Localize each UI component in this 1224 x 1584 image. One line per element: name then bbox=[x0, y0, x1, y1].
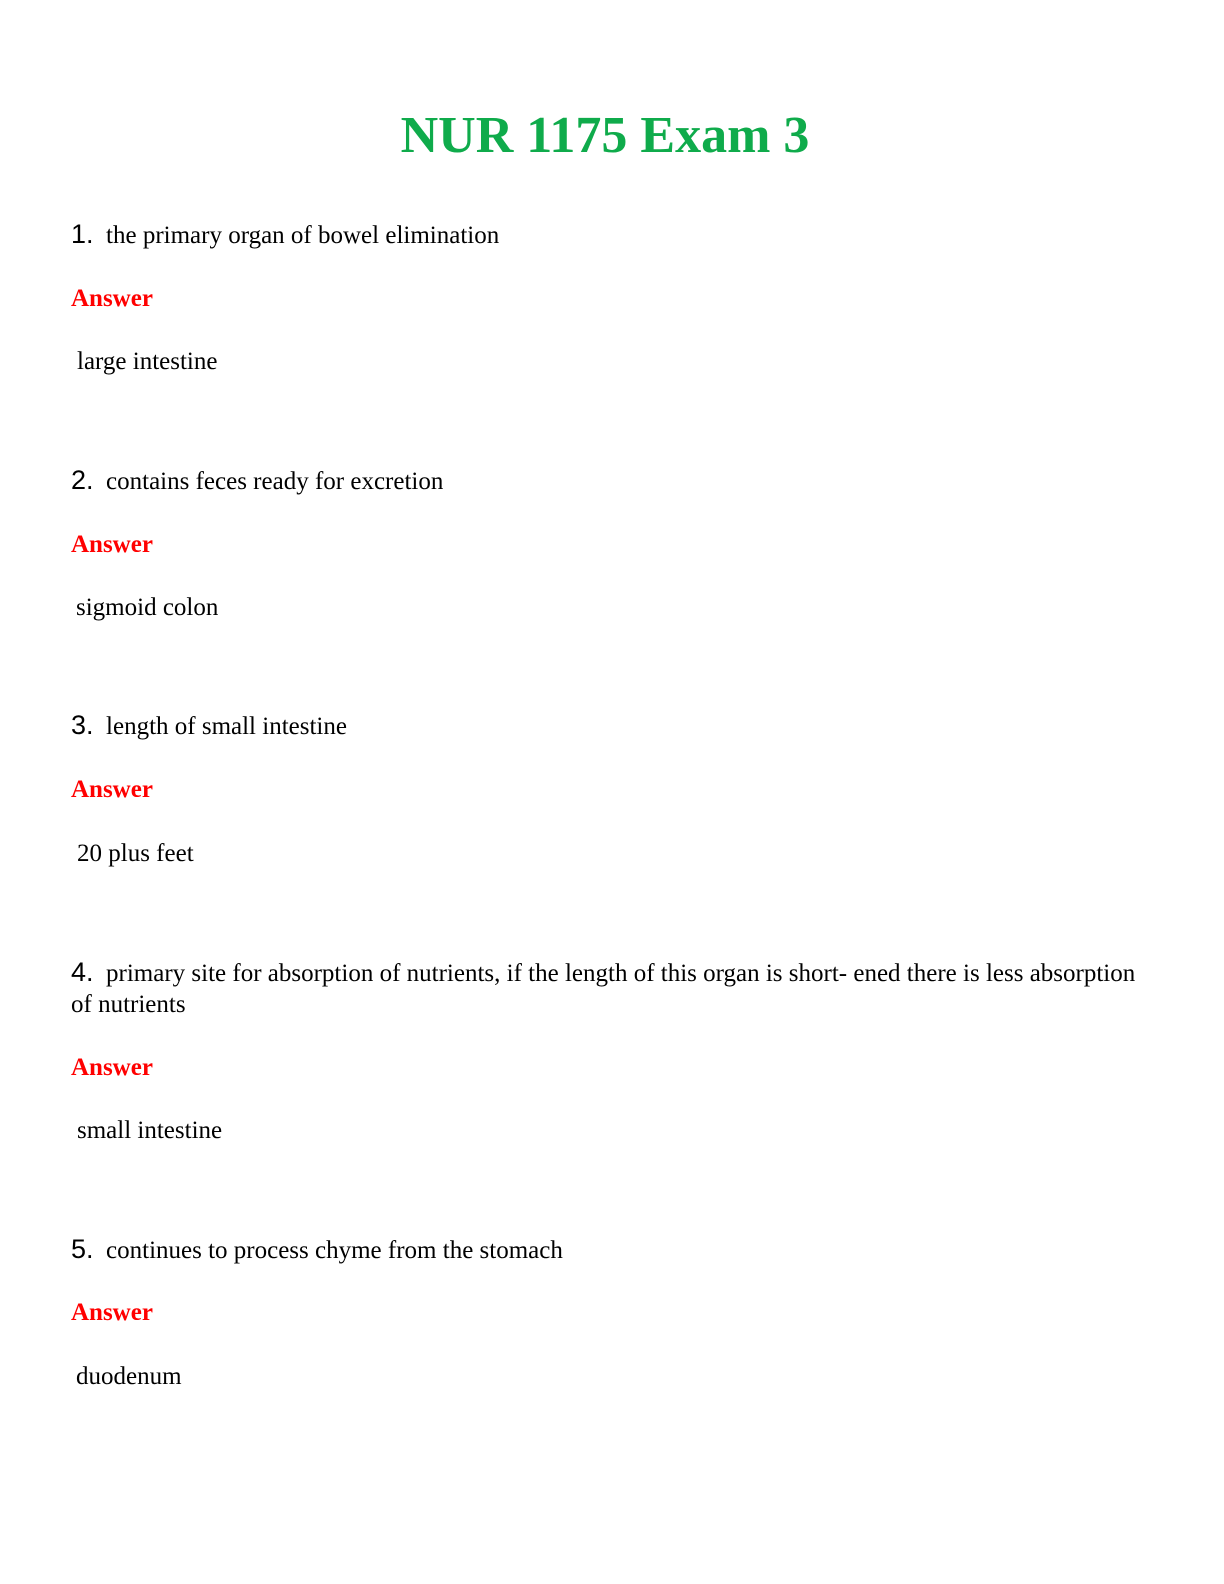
question-3 bbox=[71, 710, 1151, 742]
answer-text: duodenum bbox=[76, 1363, 182, 1390]
answer-text: 20 plus feet bbox=[77, 840, 194, 867]
question-1 bbox=[71, 219, 1151, 251]
question-prompt: primary site for absorption of nutrients, if the length of this organ is short- ened there is less absorption of nutrients bbox=[71, 960, 1136, 1018]
question-2 bbox=[71, 465, 1151, 497]
page-title: NUR 1175 Exam 3 bbox=[400, 107, 810, 164]
answer-label: Answer bbox=[71, 776, 153, 803]
question-prompt: continues to process chyme from the stomach bbox=[106, 1237, 563, 1264]
question-prompt: the primary organ of bowel elimination bbox=[106, 222, 500, 249]
question-number: 3. bbox=[71, 710, 94, 740]
answer-label: Answer bbox=[71, 531, 153, 558]
question-number: 1. bbox=[71, 219, 94, 249]
question-number: 5. bbox=[71, 1234, 94, 1264]
question-5 bbox=[71, 1234, 1151, 1266]
answer-text: large intestine bbox=[77, 348, 218, 375]
question-number: 4. bbox=[71, 957, 94, 987]
answer-text: sigmoid colon bbox=[76, 594, 219, 621]
question-prompt: length of small intestine bbox=[106, 713, 347, 740]
question-prompt: contains feces ready for excretion bbox=[106, 468, 444, 495]
answer-text: small intestine bbox=[77, 1117, 223, 1144]
answer-label: Answer bbox=[71, 1054, 153, 1081]
question-number: 2. bbox=[71, 465, 94, 495]
answer-label: Answer bbox=[71, 1299, 153, 1326]
answer-label: Answer bbox=[71, 285, 153, 312]
question-4 bbox=[71, 957, 1151, 1020]
